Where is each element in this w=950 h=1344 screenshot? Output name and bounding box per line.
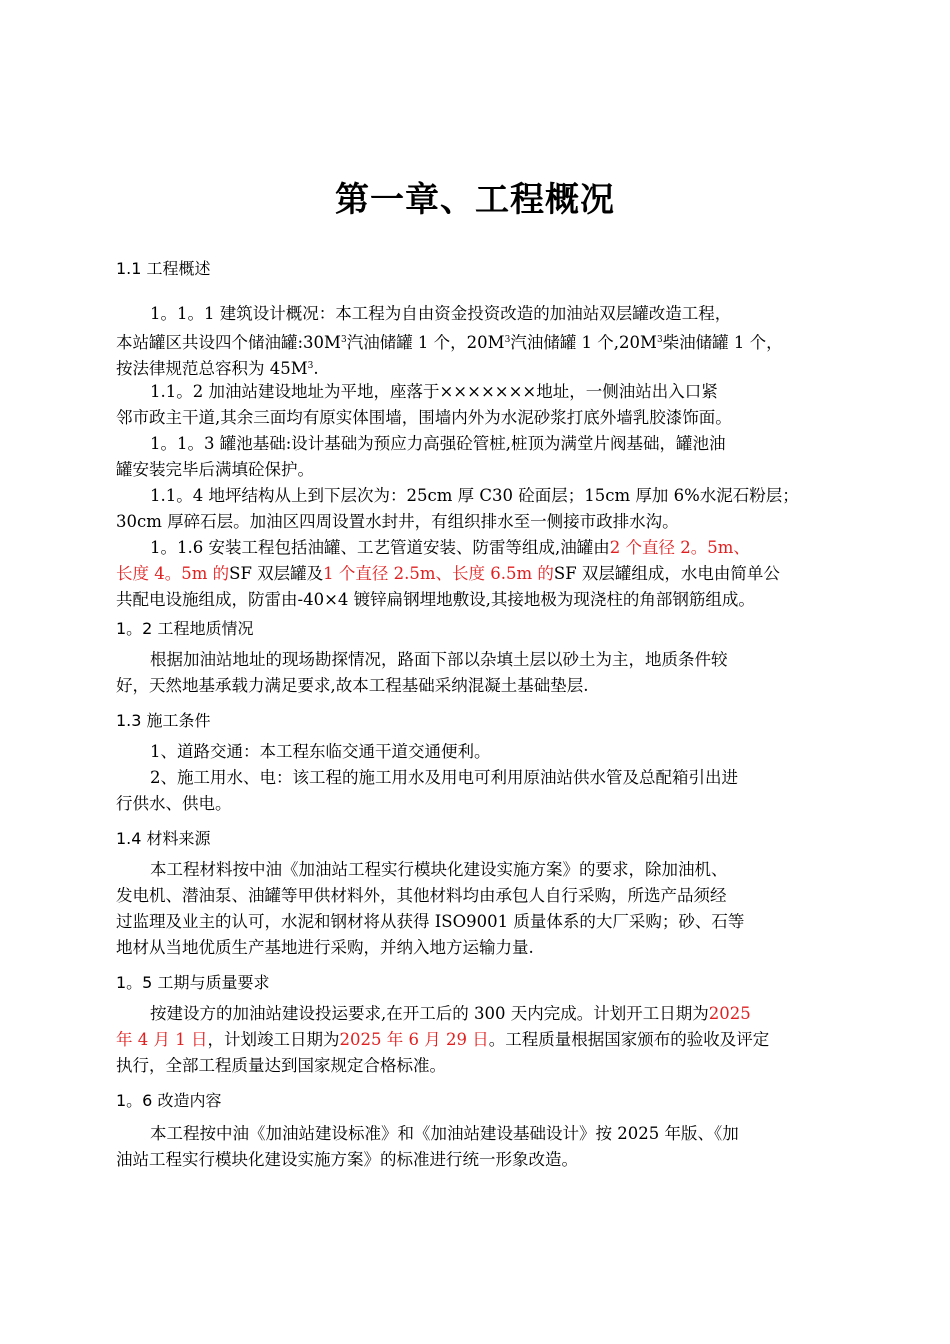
paragraph-line [116,354,906,381]
section-heading-1-5: 1。5 工期与质量要求 [116,973,270,992]
paragraph-line: 油站工程实行模块化建设实施方案》的标准进行统一形象改造。 [116,1150,578,1169]
section-heading-1-2: 1。2 工程地质情况 [116,619,254,638]
text-span: 本站罐区共设四个储油罐:30M [116,333,341,352]
superscript: 3 [656,335,663,345]
text-span: 1。1.6 安装工程包括油罐、工艺管道安装、防雷等组成,油罐由 [150,538,610,557]
paragraph-line: 共配电设施组成，防雷由-40×4 镀锌扁钢埋地敷设,其接地极为现浇柱的角部钢筋组成。 [116,590,755,609]
highlight-text: 长度 4。5m 的 [116,564,230,583]
chapter-title: 第一章、工程概况 [335,180,615,220]
paragraph-line: 1.1。2 加油站建设地址为平地，座落于×××××××地址，一侧油站出入口紧 [150,382,718,401]
section-heading-1-3: 1.3 施工条件 [116,711,211,730]
text-span: SF 双层罐组成，水电由简单公 [553,564,780,583]
highlight-text: 2 个直径 2。5m、 [609,538,750,557]
paragraph-line [150,536,940,560]
text-span: ，计划竣工日期为 [207,1030,340,1049]
paragraph-line [116,562,906,586]
section-heading-1-4: 1.4 材料来源 [116,829,211,848]
paragraph-line: 根据加油站地址的现场勘探情况，路面下部以杂填土层以砂土为主，地质条件较 [150,650,728,669]
paragraph-line: 1。1。1 建筑设计概况：本工程为自由资金投资改造的加油站双层罐改造工程， [150,304,732,323]
paragraph-line: 行供水、供电。 [116,794,232,813]
paragraph-line: 1。1。3 罐池基础:设计基础为预应力高强砼管桩,桩顶为满堂片阀基础，罐池油 [150,434,726,453]
highlight-text: 1 个直径 2.5m、长度 6.5m 的 [323,564,554,583]
paragraph-line [116,1028,906,1052]
paragraph-line: 罐安装完毕后满填砼保护。 [116,460,314,479]
paragraph-line: 1、道路交通：本工程东临交通干道交通便利。 [150,742,491,761]
paragraph-line: 邻市政主干道,其余三面均有原实体围墙，围墙内外为水泥砂浆打底外墙乳胶漆饰面。 [116,408,732,427]
paragraph-line: 过监理及业主的认可，水泥和钢材将从获得 ISO9001 质量体系的大厂采购；砂、石等 [116,912,745,931]
paragraph-line [116,328,906,355]
text-span: 汽油储罐 1 个，20M [346,333,505,352]
paragraph-line: 2、施工用水、电：该工程的施工用水及用电可利用原油站供水管及总配箱引出进 [150,768,738,787]
text-span: . [313,359,319,378]
paragraph-line: 30cm 厚碎石层。加油区四周设置水封井，有组织排水至一侧接市政排水沟。 [116,512,679,531]
text-span: SF 双层罐及 [229,564,324,583]
section-heading-1-6: 1。6 改造内容 [116,1091,222,1110]
text-span: 按法律规范总容积为 45M [116,359,308,378]
highlight-text: 2025 年 6 月 29 日 [339,1030,489,1049]
section-heading-1-1: 1.1 工程概述 [116,259,211,278]
paragraph-line: 地材从当地优质生产基地进行采购，并纳入地方运输力量. [116,938,534,957]
text-span: 按建设方的加油站建设投运要求,在开工后的 300 天内完成。计划开工日期为 [150,1004,709,1023]
highlight-text: 2025 [708,1004,751,1023]
text-span: 汽油储罐 1 个,20M [510,333,657,352]
superscript: 3 [504,335,511,345]
paragraph-line: 本工程材料按中油《加油站工程实行模块化建设实施方案》的要求，除加油机、 [150,860,728,879]
text-span: 柴油储罐 1 个， [662,333,783,352]
highlight-text: 年 4 月 1 日 [116,1030,208,1049]
paragraph-line: 执行，全部工程质量达到国家规定合格标准。 [116,1056,446,1075]
paragraph-line: 本工程按中油《加油站建设标准》和《加油站建设基础设计》按 2025 年版、《加 [150,1124,739,1143]
paragraph-line: 1.1。4 地坪结构从上到下层次为：25cm 厚 C30 砼面层；15cm 厚加 6%水泥石粉层； [150,486,799,505]
paragraph-line: 好，天然地基承载力满足要求,故本工程基础采纳混凝土基础垫层. [116,676,589,695]
paragraph-line: 发电机、潜油泵、油罐等甲供材料外，其他材料均由承包人自行采购，所选产品须经 [116,886,727,905]
superscript: 3 [307,361,314,371]
text-span: 。工程质量根据国家颁布的验收及评定 [488,1030,770,1049]
paragraph-line [150,1002,940,1026]
superscript: 3 [340,335,347,345]
